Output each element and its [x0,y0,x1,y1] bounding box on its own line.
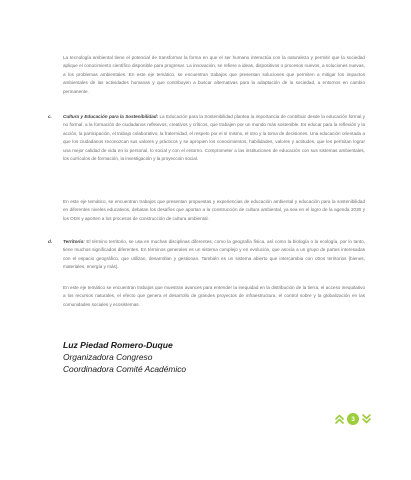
section-d-letter: d. [48,239,53,244]
section-d-heading: Territorio: [63,239,85,244]
signature-name: Luz Piedad Romero-Duque [63,340,173,350]
signature-role-1: Organizadora Congreso [63,352,153,362]
section-d-summary: En este eje temático se encuentran trabajos que muestran avances para entender la inequidad en la distribución de la tierra, el acceso inequitativo a los recursos naturales, el efecto que genera el desarrollo de grandes proyectos de infraestructura, el control sobre y la globalización en las comunidades sociales y ecosistemas. [63,285,365,307]
signature-role-2: Coordinadora Comité Académico [63,364,187,374]
double-chevron-up-icon[interactable] [334,412,345,426]
section-c-heading: Cultura y Educación para la Sostenibilidad: [63,114,159,119]
section-c-text: La Educación para la Sostenibilidad plantea la importancia de contribuir desde la educación formal y no formal, a la formación de ciudadanos reflexivos, creativos y críticos, que trabajen por un mundo más sostenible. Es educar para la reflexión y la acción, la participación, el trabajo colaborativo, la fraternidad, el respeto por el sí mismo, el otro y la toma de decisiones. Una educación orientada a que los ciudadanos reconozcan sus valores y prácticos y se apropien los conocimientos, habilidades, valores y actitudes, que les permitan lograr una mejor calidad de vida en lo personal, lo social y con el entorno. Comprometer a las instituciones de educación con sus sistemas ambientales, los currículos de formación, la investigación y la proyección social. [63,114,365,162]
section-c-letter: c. [48,114,52,119]
page-navigation [334,412,372,426]
intro-paragraph: La tecnología ambiental tiene el potencial de transformar la forma en que el ser humano interactúa con la naturaleza y permitir que la sociedad aplique el conocimiento científico disponible para progresar. La innovación, se refiere a ideas, dispositivos o procesos nuevos, a soluciones nuevas, a los problemas ambientales. En este eje temático, se encuentran trabajos que presentan soluciones que permiten a mitigar los impactos ambientales de las actividades humanas y que contribuyen a buscar alternativas para la adaptación de la sociedad, a entornos en cambio permanente. [63,55,365,94]
section-d-body [63,238,365,272]
section-c [48,113,365,163]
double-chevron-down-icon[interactable] [361,412,372,426]
page-number-badge: 3 [347,413,359,425]
section-c-body [63,113,365,163]
section-d-text: El término territorio, se usa en muchas disciplinas diferentes, como la geografía física, así como la biología o la ecología, por lo tanto, tiene muchos significados diferentes. En términos generales es un sistema complejo y en evolución, que asocia a un grupo de partes interesadas con el espacio geográfico, que utilizan, desarrollan y gestionan. También es un sistema abierto que intercambia con otros territorios (bienes, materiales, energía y más). [63,239,365,270]
section-c-summary: En este eje temático, se encuentran trabajos que presentan propuestas y experiencias de educación ambiental y educación para la sostenibilidad en diferentes niveles educativos, debatan los desafíos que aportan a la construcción de cultura ambiental, ya sea en el logro de la agenda 2030 y los ODS y aporten a los procesos de construcción de cultura ambiental. [63,199,365,221]
section-d [48,238,365,272]
